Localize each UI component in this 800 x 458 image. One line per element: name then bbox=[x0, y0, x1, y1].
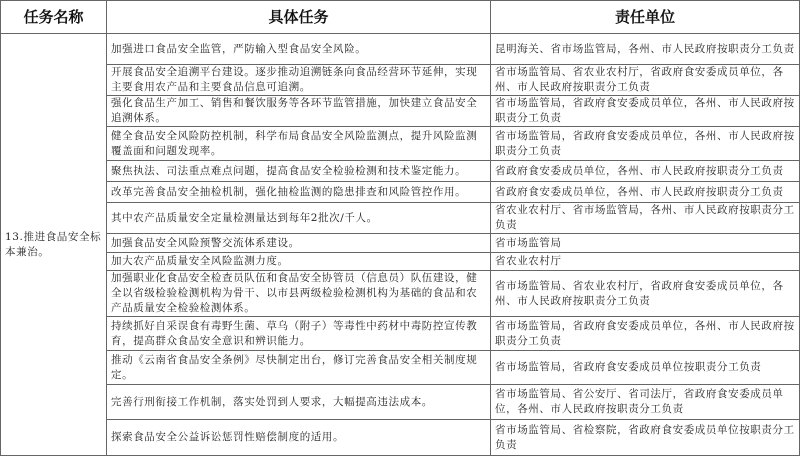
table-row bbox=[1, 161, 800, 182]
responsible-unit-cell: 省市场监管局，省政府食安委成员单位，各州、市人民政府按职责分工负责 bbox=[491, 317, 800, 351]
specific-task-cell: 加强进口食品安全监管，严防输入型食品安全风险。 bbox=[107, 34, 491, 65]
specific-task-cell: 加大农产品质量安全风险监测力度。 bbox=[107, 253, 491, 271]
table-row bbox=[1, 127, 800, 161]
header-row bbox=[1, 1, 800, 34]
table-row bbox=[1, 317, 800, 351]
responsible-unit-cell: 省市场监管局，省政府食安委成员单位，各州、市人民政府按职责分工负责 bbox=[491, 96, 800, 127]
responsible-unit-cell: 省市场监管局、省公安厅、省司法厅，省政府食安委成员单位，各州、市人民政府按职责分工负责 bbox=[491, 385, 800, 420]
specific-task-cell: 聚焦执法、司法重点难点问题，提高食品安全检验检测和技术鉴定能力。 bbox=[107, 161, 491, 182]
header-specific-task: 具体任务 bbox=[107, 1, 491, 34]
responsible-unit-cell: 省政府食安委成员单位，各州、市人民政府按职责分工负责 bbox=[491, 161, 800, 182]
table-row bbox=[1, 203, 800, 234]
responsible-unit-cell: 省农业农村厅 bbox=[491, 253, 800, 271]
specific-task-cell: 推动《云南省食品安全条例》尽快制定出台，修订完善食品安全相关制度规定。 bbox=[107, 351, 491, 385]
responsible-unit-cell: 省市场监管局 bbox=[491, 234, 800, 253]
responsible-unit-cell: 省市场监管局、省农业农村厅，省政府食安委成员单位，各州、市人民政府按职责分工负责 bbox=[491, 271, 800, 317]
table-row bbox=[1, 420, 800, 456]
responsible-unit-cell: 省市场监管局，省政府食安委成员单位，各州、市人民政府按职责分工负责 bbox=[491, 127, 800, 161]
table-row bbox=[1, 34, 800, 65]
table-row bbox=[1, 234, 800, 253]
specific-task-cell: 改革完善食品安全抽检机制，强化抽检监测的隐患排查和风险管控作用。 bbox=[107, 182, 491, 203]
responsible-unit-cell: 省农业农村厅、省市场监管局，各州、市人民政府按职责分工负责 bbox=[491, 203, 800, 234]
table-row bbox=[1, 253, 800, 271]
table-row bbox=[1, 65, 800, 96]
table-row bbox=[1, 271, 800, 317]
specific-task-cell: 健全食品安全风险防控机制，科学布局食品安全风险监测点，提升风险监测覆盖面和问题发现率。 bbox=[107, 127, 491, 161]
table-row bbox=[1, 96, 800, 127]
specific-task-cell: 持续抓好自采误食有毒野生菌、草乌（附子）等毒性中药材中毒防控宣传教育，提高群众食品安全意识和辨识能力。 bbox=[107, 317, 491, 351]
header-responsible-unit: 责任单位 bbox=[491, 1, 800, 34]
responsible-unit-cell: 省市场监管局，省政府食安委成员单位按职责分工负责 bbox=[491, 351, 800, 385]
table-row bbox=[1, 351, 800, 385]
specific-task-cell: 加强职业化食品安全检查员队伍和食品安全协管员（信息员）队伍建设，健全以省级检验检测机构为骨干、以市县两级检验检测机构为基础的食品和农产品质量安全检验检测体系。 bbox=[107, 271, 491, 317]
specific-task-cell: 加强食品安全风险预警交流体系建设。 bbox=[107, 234, 491, 253]
header-task-name: 任务名称 bbox=[1, 1, 107, 34]
specific-task-cell: 完善行刑衔接工作机制，落实处罚到人要求，大幅提高违法成本。 bbox=[107, 385, 491, 420]
responsible-unit-cell: 昆明海关、省市场监管局，各州、市人民政府按职责分工负责 bbox=[491, 34, 800, 65]
specific-task-cell: 探索食品安全公益诉讼惩罚性赔偿制度的适用。 bbox=[107, 420, 491, 456]
specific-task-cell: 其中农产品质量安全定量检测量达到每年2批次/千人。 bbox=[107, 203, 491, 234]
specific-task-cell: 强化食品生产加工、销售和餐饮服务等各环节监管措施，加快建立食品安全追溯体系。 bbox=[107, 96, 491, 127]
table-row bbox=[1, 385, 800, 420]
responsible-unit-cell: 省市场监管局、省检察院，省政府食安委成员单位按职责分工负责 bbox=[491, 420, 800, 456]
responsible-unit-cell: 省市场监管局、省农业农村厅，省政府食安委成员单位，各州、市人民政府按职责分工负责 bbox=[491, 65, 800, 96]
table-row bbox=[1, 182, 800, 203]
specific-task-cell: 开展食品安全追溯平台建设。逐步推动追溯链条向食品经营环节延伸，实现主要食用农产品和主要食品信息可追溯。 bbox=[107, 65, 491, 96]
task-name-cell: 13.推进食品安全标本兼治。 bbox=[1, 34, 107, 456]
responsible-unit-cell: 省政府食安委成员单位，各州、市人民政府按职责分工负责 bbox=[491, 182, 800, 203]
